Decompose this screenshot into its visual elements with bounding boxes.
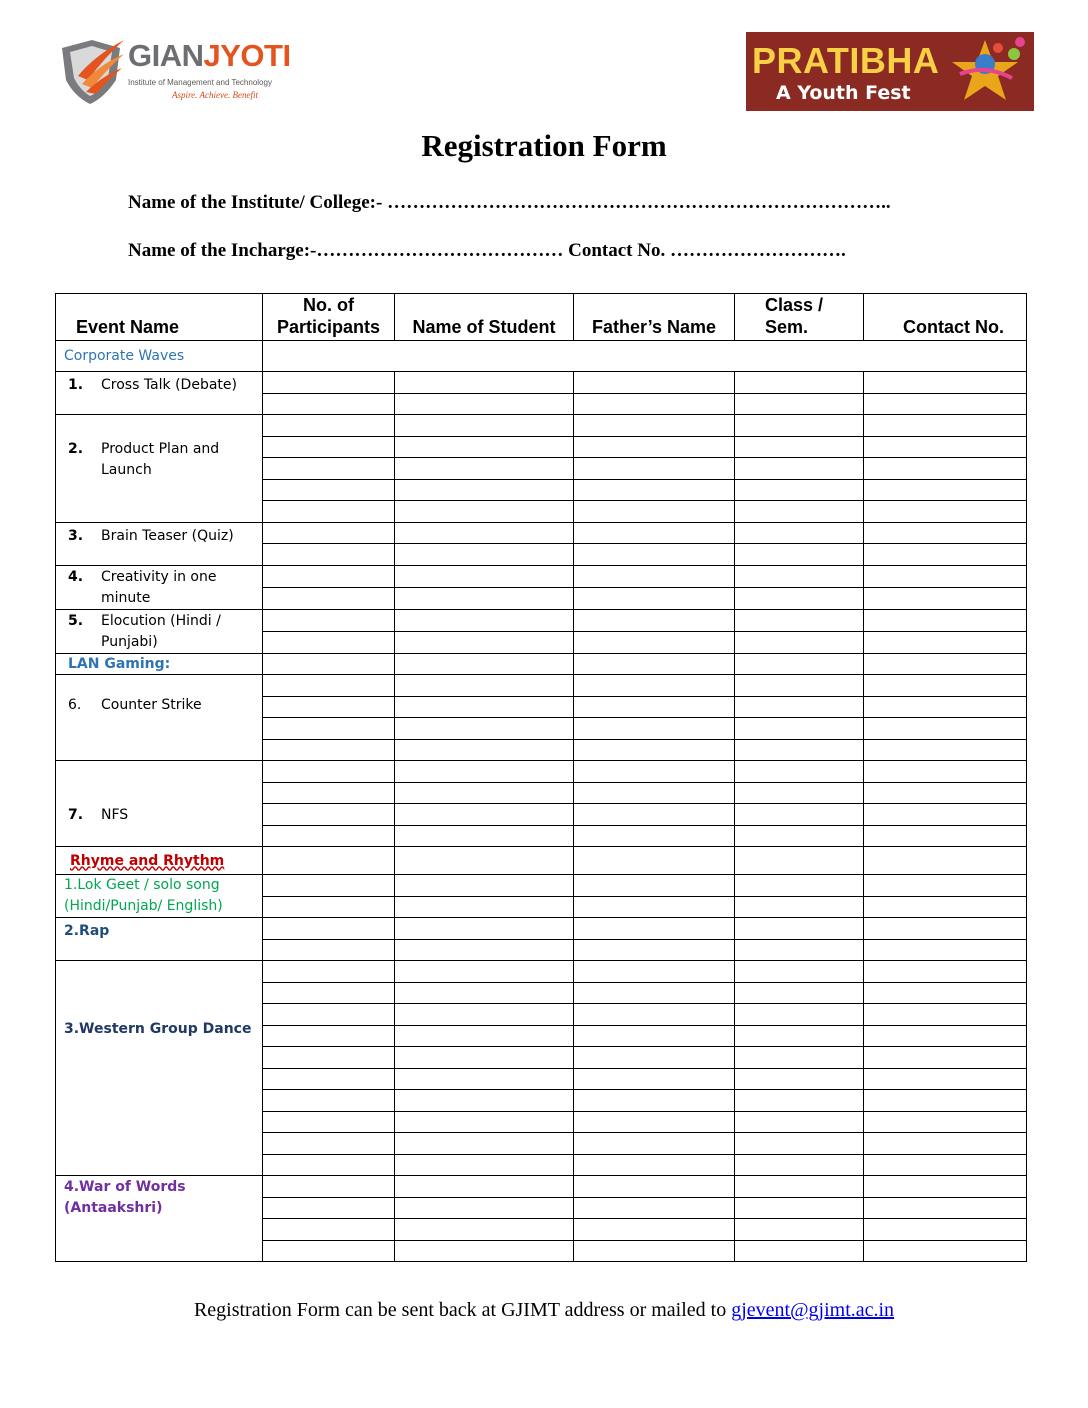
cell-input[interactable] — [735, 875, 864, 897]
cell-input[interactable] — [395, 522, 574, 544]
cell-input[interactable] — [263, 415, 395, 437]
header-participants: No. of Participants — [263, 294, 395, 341]
table-row — [56, 415, 1027, 437]
cell-input[interactable] — [395, 415, 574, 437]
cell-input[interactable] — [395, 479, 574, 501]
cell-input[interactable] — [263, 739, 395, 761]
pratibha-subtitle: A Youth Fest — [776, 82, 911, 104]
table-row — [56, 565, 1027, 587]
cell-input[interactable] — [395, 372, 574, 394]
cell-input[interactable] — [395, 1111, 574, 1133]
cell-input[interactable] — [395, 939, 574, 961]
cell-input[interactable] — [574, 458, 735, 480]
cell-input[interactable] — [395, 544, 574, 566]
cell-input[interactable] — [735, 1068, 864, 1090]
cell-input[interactable] — [263, 804, 395, 826]
cell-input[interactable] — [263, 587, 395, 609]
cell-input[interactable] — [574, 804, 735, 826]
cell-input[interactable] — [574, 1068, 735, 1090]
cell-input[interactable] — [864, 1240, 1027, 1262]
cell-input[interactable] — [574, 1047, 735, 1069]
table-row — [56, 372, 1027, 394]
cell-input[interactable] — [864, 918, 1027, 940]
cell-input[interactable] — [263, 565, 395, 587]
cell-input[interactable] — [574, 1133, 735, 1155]
cell-input[interactable] — [263, 1176, 395, 1198]
cell-input[interactable] — [263, 1240, 395, 1262]
section-corporate-waves: Corporate Waves — [56, 341, 263, 372]
cell-input[interactable] — [864, 896, 1027, 918]
cell-input[interactable] — [864, 1133, 1027, 1155]
cell-input[interactable] — [864, 479, 1027, 501]
cell-input[interactable] — [395, 436, 574, 458]
section-row — [56, 341, 1027, 372]
cell-input[interactable] — [395, 458, 574, 480]
cell-input[interactable] — [395, 653, 574, 675]
event-rap: 2.Rap — [56, 918, 263, 961]
table-row — [56, 961, 1027, 983]
cell-input[interactable] — [574, 1176, 735, 1198]
cell-input[interactable] — [263, 522, 395, 544]
cell-input[interactable] — [864, 847, 1027, 875]
cell-input[interactable] — [395, 1090, 574, 1112]
cell-input[interactable] — [395, 782, 574, 804]
cell-input[interactable] — [395, 1004, 574, 1026]
cell-input[interactable] — [574, 1219, 735, 1241]
cell-input[interactable] — [263, 436, 395, 458]
cell-input[interactable] — [735, 1111, 864, 1133]
contact-label: Contact No. ………………………. — [568, 240, 846, 261]
cell-input[interactable] — [263, 847, 395, 875]
cell-input[interactable] — [864, 1176, 1027, 1198]
cell-input[interactable] — [735, 1240, 864, 1262]
cell-input[interactable] — [263, 675, 395, 697]
cell-input[interactable] — [864, 609, 1027, 631]
cell-input[interactable] — [395, 1219, 574, 1241]
event-counter-strike: 6. Counter Strike — [56, 675, 263, 761]
cell-input[interactable] — [395, 1197, 574, 1219]
cell-input[interactable] — [574, 718, 735, 740]
event-western-dance: 3.Western Group Dance — [56, 961, 263, 1176]
section-rhyme-rhythm: Rhyme and Rhythm — [56, 847, 263, 875]
cell-input[interactable] — [735, 961, 864, 983]
cell-input[interactable] — [574, 847, 735, 875]
cell-input[interactable] — [574, 1111, 735, 1133]
cell-input[interactable] — [395, 609, 574, 631]
section-lan-gaming: LAN Gaming: — [56, 653, 263, 675]
table-row — [56, 609, 1027, 631]
cell-input[interactable] — [395, 565, 574, 587]
cell-input[interactable] — [735, 372, 864, 394]
cell-input[interactable] — [574, 761, 735, 783]
table-row — [56, 875, 1027, 897]
table-row — [56, 675, 1027, 697]
cell-input[interactable] — [395, 1176, 574, 1198]
cell-input[interactable] — [864, 939, 1027, 961]
cell-input[interactable] — [574, 782, 735, 804]
cell-input[interactable] — [395, 1025, 574, 1047]
cell-input[interactable] — [735, 1133, 864, 1155]
cell-input[interactable] — [395, 825, 574, 847]
cell-input[interactable] — [735, 982, 864, 1004]
cell-input[interactable] — [864, 1111, 1027, 1133]
cell-input[interactable] — [574, 587, 735, 609]
footer-note — [0, 1299, 1088, 1322]
footer-email-link[interactable]: gjevent@gjimt.ac.in — [731, 1299, 895, 1321]
cell-input[interactable] — [574, 1004, 735, 1026]
cell-input[interactable] — [395, 696, 574, 718]
cell-input[interactable] — [574, 1090, 735, 1112]
cell-input[interactable] — [395, 1133, 574, 1155]
cell-input[interactable] — [864, 961, 1027, 983]
cell-input[interactable] — [574, 939, 735, 961]
cell-input[interactable] — [864, 436, 1027, 458]
cell-input[interactable] — [735, 458, 864, 480]
cell-input[interactable] — [395, 675, 574, 697]
event-brain-teaser: 3. Brain Teaser (Quiz) — [56, 522, 263, 565]
table-row — [56, 761, 1027, 783]
cell-input[interactable] — [864, 1025, 1027, 1047]
event-war-of-words: 4.War of Words (Antaakshri) — [56, 1176, 263, 1262]
cell-input[interactable] — [574, 565, 735, 587]
header-student-name: Name of Student — [395, 294, 574, 341]
gianjyoti-wordmark: GIANJYOTI — [128, 38, 291, 73]
cell-input[interactable] — [263, 653, 395, 675]
cell-input[interactable] — [574, 479, 735, 501]
cell-input[interactable] — [263, 718, 395, 740]
cell-input[interactable] — [263, 1219, 395, 1241]
cell-input[interactable] — [263, 939, 395, 961]
cell-input[interactable] — [864, 718, 1027, 740]
cell-input[interactable] — [735, 718, 864, 740]
cell-input[interactable] — [735, 1025, 864, 1047]
cell-input[interactable] — [263, 609, 395, 631]
cell-input[interactable] — [864, 1090, 1027, 1112]
header-event-name: Event Name — [56, 294, 263, 341]
cell-input[interactable] — [864, 565, 1027, 587]
cell-input[interactable] — [864, 782, 1027, 804]
cell-input[interactable] — [574, 653, 735, 675]
cell-input[interactable] — [864, 1197, 1027, 1219]
cell-input[interactable] — [735, 1090, 864, 1112]
pratibha-wordmark: PRATIBHA — [752, 40, 940, 81]
registration-table — [55, 293, 1027, 1262]
cell-input[interactable] — [395, 739, 574, 761]
cell-input[interactable] — [864, 1068, 1027, 1090]
star-figure-icon — [940, 34, 1030, 106]
cell-input[interactable] — [864, 1219, 1027, 1241]
cell-input[interactable] — [263, 1090, 395, 1112]
cell-input[interactable] — [395, 918, 574, 940]
cell-input[interactable] — [395, 896, 574, 918]
cell-input[interactable] — [864, 739, 1027, 761]
table-row — [56, 653, 1027, 675]
cell-input[interactable] — [574, 896, 735, 918]
cell-input[interactable] — [864, 982, 1027, 1004]
cell-input[interactable] — [395, 847, 574, 875]
cell-input[interactable] — [864, 696, 1027, 718]
cell-input[interactable] — [735, 1047, 864, 1069]
cell-input[interactable] — [864, 415, 1027, 437]
event-nfs: 7. NFS — [56, 761, 263, 847]
cell-input[interactable] — [735, 918, 864, 940]
cell-input[interactable] — [395, 393, 574, 415]
cell-input[interactable] — [574, 609, 735, 631]
cell-input[interactable] — [735, 653, 864, 675]
institute-dots: …………………………………………………………………….. — [387, 192, 891, 213]
cell-input[interactable] — [735, 847, 864, 875]
footer-text: Registration Form can be sent back at GJIMT address or mailed to — [193, 1299, 727, 1321]
gianjyoti-subtitle: Institute of Management and Technology — [128, 78, 272, 87]
event-elocution: 5. Elocution (Hindi / Punjabi) — [56, 609, 263, 653]
cell-input[interactable] — [574, 696, 735, 718]
institute-label: Name of the Institute/ College:- — [128, 192, 383, 213]
cell-input[interactable] — [864, 825, 1027, 847]
header-contact: Contact No. — [864, 294, 1027, 341]
cell-input[interactable] — [395, 961, 574, 983]
cell-input[interactable] — [395, 718, 574, 740]
cell-input[interactable] — [263, 1133, 395, 1155]
table-header-row — [56, 294, 1027, 341]
cell-input[interactable] — [864, 587, 1027, 609]
cell-input[interactable] — [864, 631, 1027, 653]
cell-input[interactable] — [864, 761, 1027, 783]
cell-input[interactable] — [864, 393, 1027, 415]
cell-input[interactable] — [574, 825, 735, 847]
event-lok-geet: 1.Lok Geet / solo song (Hindi/Punjab/ English) — [56, 875, 263, 918]
cell-input[interactable] — [395, 501, 574, 523]
cell-input[interactable] — [864, 544, 1027, 566]
page-title: Registration Form — [421, 128, 667, 163]
cell-input[interactable] — [735, 1176, 864, 1198]
cell-input[interactable] — [263, 982, 395, 1004]
cell-input[interactable] — [574, 1154, 735, 1176]
cell-input[interactable] — [395, 1068, 574, 1090]
table-row — [56, 918, 1027, 940]
cell-input[interactable] — [263, 1197, 395, 1219]
cell-input[interactable] — [263, 1047, 395, 1069]
pratibha-logo — [746, 32, 1034, 111]
cell-input[interactable] — [864, 1004, 1027, 1026]
cell-input[interactable] — [864, 675, 1027, 697]
cell-input[interactable] — [263, 1068, 395, 1090]
cell-input[interactable] — [263, 1004, 395, 1026]
cell-input[interactable] — [263, 918, 395, 940]
cell-input[interactable] — [864, 501, 1027, 523]
cell-input[interactable] — [864, 875, 1027, 897]
cell-input[interactable] — [864, 1154, 1027, 1176]
cell-input[interactable] — [864, 653, 1027, 675]
cell-input[interactable] — [864, 1047, 1027, 1069]
cell-input[interactable] — [735, 825, 864, 847]
cell-input[interactable] — [864, 458, 1027, 480]
cell-input[interactable] — [395, 1240, 574, 1262]
cell-input[interactable] — [395, 804, 574, 826]
cell-input[interactable] — [864, 372, 1027, 394]
cell-input[interactable] — [574, 1240, 735, 1262]
cell-input[interactable] — [263, 896, 395, 918]
cell-input[interactable] — [735, 631, 864, 653]
cell-input[interactable] — [735, 522, 864, 544]
event-creativity: 4. Creativity in one minute — [56, 565, 263, 609]
cell-input[interactable] — [263, 501, 395, 523]
cell-input[interactable] — [574, 961, 735, 983]
cell-input[interactable] — [735, 896, 864, 918]
cell-input[interactable] — [735, 939, 864, 961]
cell-input[interactable] — [735, 544, 864, 566]
cell-input[interactable] — [574, 982, 735, 1004]
cell-input[interactable] — [864, 522, 1027, 544]
incharge-label: Name of the Incharge:-………………………………… — [128, 240, 564, 261]
cell-input[interactable] — [735, 804, 864, 826]
cell-input[interactable] — [263, 761, 395, 783]
cell-input[interactable] — [263, 1111, 395, 1133]
cell-input[interactable] — [735, 501, 864, 523]
cell-input[interactable] — [263, 393, 395, 415]
cell-input[interactable] — [395, 875, 574, 897]
cell-input[interactable] — [735, 393, 864, 415]
cell-input[interactable] — [395, 1154, 574, 1176]
event-cross-talk: 1. Cross Talk (Debate) — [56, 372, 263, 415]
cell-input[interactable] — [574, 875, 735, 897]
cell-input[interactable] — [395, 631, 574, 653]
cell-input[interactable] — [735, 436, 864, 458]
cell-input[interactable] — [263, 372, 395, 394]
cell-input[interactable] — [263, 825, 395, 847]
cell-input[interactable] — [263, 458, 395, 480]
shield-icon — [58, 36, 124, 106]
cell-input[interactable] — [263, 1154, 395, 1176]
header-class-sem: Class / Sem. — [735, 294, 864, 341]
cell-input[interactable] — [735, 739, 864, 761]
cell-input[interactable] — [735, 1004, 864, 1026]
cell-input[interactable] — [735, 565, 864, 587]
cell-input[interactable] — [864, 804, 1027, 826]
cell-input[interactable] — [574, 1025, 735, 1047]
cell-input[interactable] — [395, 587, 574, 609]
cell-input[interactable] — [395, 761, 574, 783]
cell-input[interactable] — [263, 631, 395, 653]
section-blank — [263, 341, 1027, 372]
cell-input[interactable] — [574, 739, 735, 761]
cell-input[interactable] — [735, 609, 864, 631]
table-row — [56, 1176, 1027, 1198]
cell-input[interactable] — [263, 961, 395, 983]
cell-input[interactable] — [263, 544, 395, 566]
cell-input[interactable] — [735, 782, 864, 804]
cell-input[interactable] — [574, 393, 735, 415]
event-product-plan: 2. Product Plan and Launch — [56, 415, 263, 523]
cell-input[interactable] — [735, 415, 864, 437]
cell-input[interactable] — [574, 675, 735, 697]
cell-input[interactable] — [735, 1219, 864, 1241]
cell-input[interactable] — [574, 436, 735, 458]
cell-input[interactable] — [574, 918, 735, 940]
gianjyoti-tagline: Aspire. Achieve. Benefit — [172, 90, 258, 100]
cell-input[interactable] — [263, 696, 395, 718]
cell-input[interactable] — [574, 544, 735, 566]
cell-input[interactable] — [735, 479, 864, 501]
cell-input[interactable] — [263, 1025, 395, 1047]
cell-input[interactable] — [735, 1154, 864, 1176]
cell-input[interactable] — [735, 675, 864, 697]
cell-input[interactable] — [735, 1197, 864, 1219]
cell-input[interactable] — [735, 761, 864, 783]
cell-input[interactable] — [574, 501, 735, 523]
cell-input[interactable] — [263, 875, 395, 897]
cell-input[interactable] — [735, 696, 864, 718]
gianjyoti-logo — [58, 34, 298, 110]
cell-input[interactable] — [263, 782, 395, 804]
header-father-name: Father’s Name — [574, 294, 735, 341]
cell-input[interactable] — [574, 1197, 735, 1219]
cell-input[interactable] — [735, 587, 864, 609]
table-row — [56, 522, 1027, 544]
cell-input[interactable] — [574, 631, 735, 653]
cell-input[interactable] — [263, 479, 395, 501]
cell-input[interactable] — [395, 1047, 574, 1069]
cell-input[interactable] — [574, 522, 735, 544]
table-row — [56, 847, 1027, 875]
incharge-field — [128, 240, 846, 262]
cell-input[interactable] — [395, 982, 574, 1004]
cell-input[interactable] — [574, 372, 735, 394]
institute-field — [128, 192, 891, 214]
cell-input[interactable] — [574, 415, 735, 437]
